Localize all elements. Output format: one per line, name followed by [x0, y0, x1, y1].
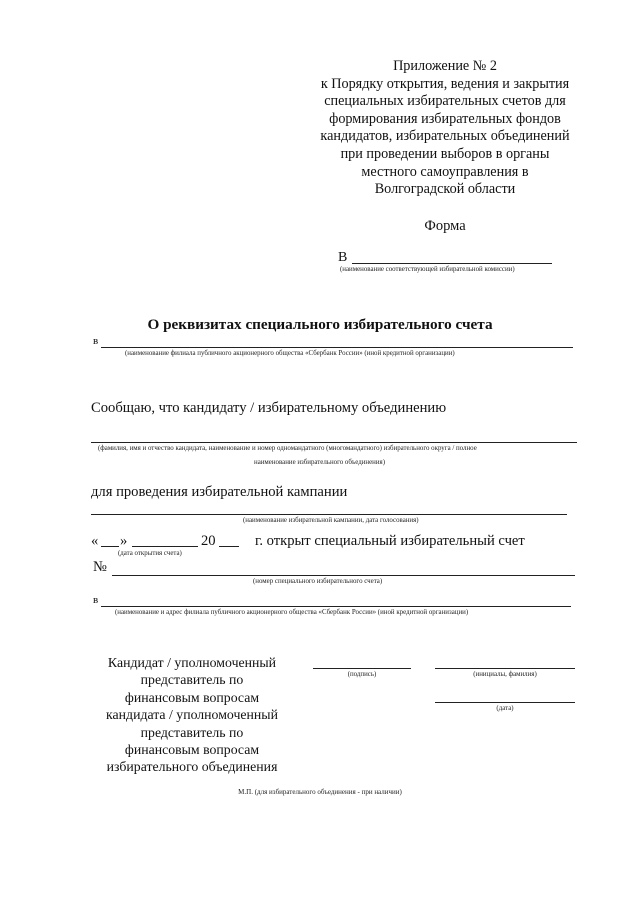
year-prefix: 20 — [201, 533, 216, 549]
date-quote-close: » — [120, 533, 128, 549]
month-line[interactable] — [132, 546, 198, 547]
signatory-line: представитель по — [140, 672, 244, 688]
initials-line[interactable] — [435, 668, 575, 669]
signatory-line: Кандидат / уполномоченный — [107, 655, 277, 670]
message-text: Сообщаю, что кандидату / избирательному объединению — [91, 400, 447, 416]
date-line[interactable] — [435, 702, 575, 703]
account-hint: (номер специального избирательного счета) — [253, 578, 383, 585]
stamp-note: М.П. (для избирательного объединения - при наличии) — [238, 788, 402, 796]
signatory-line: избирательного объединения — [106, 759, 278, 775]
date-hint: (дата открытия счета) — [118, 550, 182, 557]
signature-hint: (подпись) — [347, 671, 377, 678]
appendix-line: при проведении выборов в органы — [340, 145, 550, 162]
initials-hint: (инициалы, фамилия) — [473, 671, 537, 678]
appendix-line: к Порядку открытия, ведения и закрытия — [320, 75, 570, 92]
bank-address-prefix: в — [93, 594, 99, 606]
addressee-hint: (наименование соответствующей избирательной комиссии) — [340, 266, 515, 273]
date-quote-open: « — [91, 533, 99, 549]
year-line[interactable] — [219, 546, 239, 547]
account-line[interactable] — [112, 575, 575, 576]
signatory-block — [92, 654, 292, 776]
appendix-header — [300, 58, 590, 199]
appendix-line: Приложение № 2 — [393, 58, 497, 74]
addressee-prefix: В — [338, 250, 348, 265]
campaign-text: для проведения избирательной кампании — [91, 484, 348, 500]
sign-date-hint: (дата) — [496, 705, 514, 712]
document-title: О реквизитах специального избирательного счета — [147, 316, 493, 333]
candidate-hint-1: (фамилия, имя и отчество кандидата, наименование и номер одномандатного (многомандатного) избирательного округа / полное — [98, 445, 477, 452]
addressee-line[interactable] — [352, 263, 552, 264]
bank-address-line[interactable] — [101, 606, 571, 607]
signature-line[interactable] — [313, 668, 411, 669]
candidate-hint-2: наименование избирательного объединения) — [254, 459, 385, 466]
campaign-hint: (наименование избирательной кампании, дата голосования) — [243, 517, 419, 524]
appendix-line: Волгоградской области — [374, 181, 516, 198]
appendix-line: кандидатов, избирательных объединений — [320, 128, 570, 145]
appendix-line: местного самоуправления в — [361, 163, 529, 180]
form-label: Форма — [424, 218, 466, 234]
bank-hint: (наименование филиала публичного акционерного общества «Сбербанк России» (иной кредитной организации) — [125, 350, 455, 357]
campaign-line[interactable] — [91, 514, 567, 515]
bank-prefix: в — [93, 335, 99, 347]
account-prefix: № — [93, 559, 107, 575]
bank-line[interactable] — [101, 347, 573, 348]
day-line[interactable] — [101, 546, 119, 547]
signatory-line: финансовым вопросам — [124, 742, 260, 758]
signatory-line: финансовым вопросам — [124, 689, 260, 705]
appendix-line: формирования избирательных фондов — [329, 110, 561, 127]
signatory-line: кандидата / уполномоченный — [106, 707, 278, 723]
candidate-line[interactable] — [91, 442, 577, 443]
opening-text: г. открыт специальный избирательный счет — [255, 533, 525, 549]
bank-address-hint: (наименование и адрес филиала публичного акционерного общества «Сбербанк России» (иной кредитной организации) — [115, 609, 469, 616]
signatory-line: представитель по — [140, 724, 244, 740]
appendix-line: специальных избирательных счетов для — [324, 93, 566, 110]
